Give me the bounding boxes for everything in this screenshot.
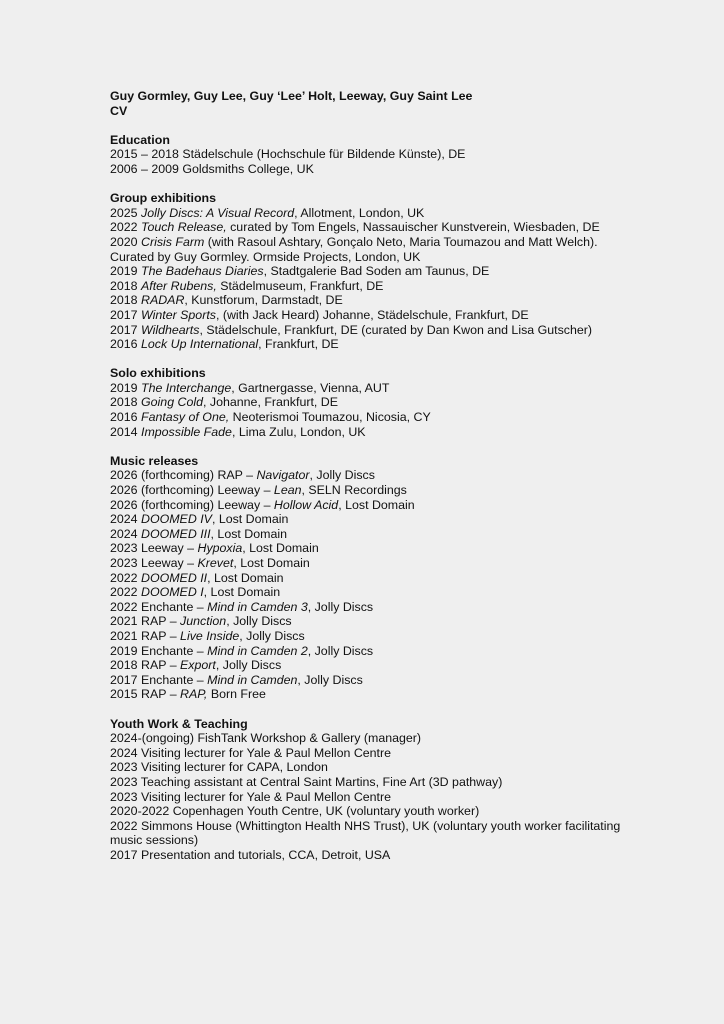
- entry-title: Mind in Camden: [207, 672, 298, 687]
- entry-text: 2019: [110, 264, 142, 279]
- entry-title: DOOMED I: [141, 585, 204, 600]
- entry-title: The Interchange: [141, 380, 232, 395]
- entry-text: , Kunstforum, Darmstadt, DE: [184, 293, 343, 308]
- entry-title: Lean: [273, 483, 302, 498]
- entry-text: 2006 – 2009 Goldsmiths College, UK: [110, 161, 314, 176]
- entry-text: 2022: [110, 220, 142, 235]
- entry-title: Jolly Discs: A Visual Record: [141, 205, 295, 220]
- entry-text: , Jolly Discs: [239, 628, 305, 643]
- entry-text: 2024 Visiting lecturer for Yale & Paul Mellon Centre: [110, 745, 392, 760]
- entry-text: 2022 Simmons House (Whittington Health NHS Trust), UK (voluntary youth worker facilitating music sessions): [110, 818, 621, 848]
- entry-text: , Lost Domain: [211, 512, 289, 527]
- entry-text: 2022 Enchante –: [110, 599, 208, 614]
- cv-entry: [110, 585, 630, 600]
- entry-text: , Jolly Discs: [309, 468, 375, 483]
- cv-entry: [110, 658, 630, 673]
- entry-text: 2026 (forthcoming) Leeway –: [110, 483, 274, 498]
- entry-text: 2026 (forthcoming) Leeway –: [110, 497, 274, 512]
- entry-text: 2026 (forthcoming) RAP –: [110, 468, 257, 483]
- entry-text: Städelmuseum, Frankfurt, DE: [216, 278, 384, 293]
- entry-title: Hollow Acid: [273, 497, 339, 512]
- entry-text: , Lost Domain: [338, 497, 415, 512]
- cv-section: [110, 717, 630, 863]
- entry-text: , Jolly Discs: [297, 672, 363, 687]
- entry-text: , Städelschule, Frankfurt, DE (curated by Dan Kwon and Lisa Gutscher): [199, 322, 592, 337]
- cv-entry: [110, 308, 630, 323]
- entry-text: , Lost Domain: [203, 585, 281, 600]
- entry-text: 2023 Teaching assistant at Central Saint Martins, Fine Art (3D pathway): [110, 774, 503, 789]
- section-title: Education: [110, 132, 170, 147]
- cv-entry: [110, 483, 630, 498]
- entry-text: , Johanne, Frankfurt, DE: [203, 395, 338, 410]
- entry-text: 2022: [110, 585, 142, 600]
- entry-text: Neoterismoi Toumazou, Nicosia, CY: [229, 410, 431, 425]
- entry-text: , Lost Domain: [207, 570, 284, 585]
- entry-text: , Jolly Discs: [307, 643, 374, 658]
- entry-text: 2017: [110, 307, 142, 322]
- cv-entry: [110, 556, 630, 571]
- entry-text: (with Rasoul Ashtary, Gonçalo Neto, Maria Toumazou and Matt Welch).: [204, 234, 598, 249]
- entry-text: 2016: [110, 337, 142, 352]
- entry-text: 2017 Enchante –: [110, 672, 208, 687]
- cv-entry: [110, 512, 630, 527]
- entry-text: 2020: [110, 234, 142, 249]
- entry-text: , Stadtgalerie Bad Soden am Taunus, DE: [263, 264, 490, 279]
- cv-entry: [110, 395, 630, 410]
- entry-title: DOOMED III: [141, 526, 211, 541]
- entry-text: , (with Jack Heard) Johanne, Städelschule, Frankfurt, DE: [215, 307, 529, 322]
- entry-title: Hypoxia: [197, 541, 243, 556]
- cv-entry: [110, 775, 630, 790]
- entry-title: Lock Up International: [141, 337, 259, 352]
- entry-text: Curated by Guy Gormley. Ormside Projects, London, UK: [110, 249, 421, 264]
- cv-entry: [110, 410, 630, 425]
- entry-title: DOOMED II: [141, 570, 208, 585]
- entry-text: , SELN Recordings: [301, 483, 407, 498]
- cv-entry: [110, 235, 630, 250]
- entry-title: Navigator: [256, 468, 310, 483]
- entry-title: Going Cold: [141, 395, 204, 410]
- entry-text: 2014: [110, 424, 142, 439]
- cv-entry: [110, 804, 630, 819]
- entry-text: 2017 Presentation and tutorials, CCA, Detroit, USA: [110, 847, 391, 862]
- entry-text: 2022: [110, 570, 142, 585]
- entry-text: 2019: [110, 380, 142, 395]
- entry-title: Impossible Fade: [141, 424, 232, 439]
- cv-entry: [110, 746, 630, 761]
- cv-entry: [110, 220, 630, 235]
- cv-entry: [110, 790, 630, 805]
- entry-text: 2018 RAP –: [110, 658, 181, 673]
- entry-text: , Jolly Discs: [226, 614, 292, 629]
- entry-title: Junction: [180, 614, 227, 629]
- entry-text: 2018: [110, 278, 142, 293]
- cv-entry: [110, 819, 630, 848]
- entry-text: 2020-2022 Copenhagen Youth Centre, UK (voluntary youth worker): [110, 804, 480, 819]
- entry-text: , Lost Domain: [233, 556, 310, 570]
- entry-text: 2021 RAP –: [110, 628, 181, 643]
- entry-text: 2023 Visiting lecturer for CAPA, London: [110, 760, 328, 775]
- cv-entry: [110, 279, 630, 294]
- cv-entry: [110, 425, 630, 440]
- cv-entry: [110, 614, 630, 629]
- cv-entry: [110, 600, 630, 615]
- cv-entry: [110, 527, 630, 542]
- entry-text: 2024: [110, 526, 142, 541]
- section-title: Music releases: [110, 453, 199, 468]
- entry-text: , Jolly Discs: [307, 599, 374, 614]
- entry-text: 2023 Visiting lecturer for Yale & Paul Mellon Centre: [110, 789, 392, 804]
- cv-entry: [110, 644, 630, 659]
- entry-title: Touch Release,: [141, 220, 227, 235]
- entry-text: curated by Tom Engels, Nassauischer Kunstverein, Wiesbaden, DE: [226, 220, 600, 235]
- cv-entry: [110, 629, 630, 644]
- entry-title: RADAR: [141, 293, 185, 308]
- entry-text: 2023 Leeway –: [110, 556, 198, 570]
- cv-sections: [110, 133, 630, 863]
- entry-text: 2018: [110, 395, 142, 410]
- entry-text: 2025: [110, 205, 142, 220]
- cv-entry: [110, 147, 630, 162]
- cv-entry: [110, 498, 630, 513]
- cv-entry: [110, 206, 630, 221]
- entry-text: 2015 – 2018 Städelschule (Hochschule für Bildende Künste), DE: [110, 147, 466, 162]
- entry-text: 2015 RAP –: [110, 687, 181, 702]
- entry-title: Wildhearts: [141, 322, 200, 337]
- entry-text: 2023 Leeway –: [110, 541, 198, 556]
- cv-entry: [110, 848, 630, 863]
- entry-text: , Lima Zulu, London, UK: [231, 424, 366, 439]
- entry-title: Live Inside: [180, 628, 240, 643]
- entry-text: , Lost Domain: [242, 541, 319, 556]
- entry-title: Mind in Camden 3: [207, 599, 308, 614]
- section-title: Youth Work & Teaching: [110, 716, 248, 731]
- entry-text: , Frankfurt, DE: [258, 337, 339, 352]
- cv-section: [110, 454, 630, 702]
- cv-entry: [110, 381, 630, 396]
- entry-text: , Gartnergasse, Vienna, AUT: [231, 380, 390, 395]
- cv-entry: [110, 731, 630, 746]
- cv-entry: [110, 162, 630, 177]
- entry-text: 2024-(ongoing) FishTank Workshop & Gallery (manager): [110, 731, 422, 746]
- cv-section: [110, 191, 630, 352]
- entry-title: Fantasy of One,: [141, 410, 230, 425]
- entry-text: 2018: [110, 293, 142, 308]
- cv-entry: [110, 468, 630, 483]
- cv-document: [110, 89, 630, 862]
- entry-title: Winter Sports: [141, 307, 216, 322]
- entry-text: 2021 RAP –: [110, 614, 181, 629]
- entry-title: Krevet: [197, 556, 234, 570]
- cv-entry: [110, 264, 630, 279]
- entry-text: 2017: [110, 322, 142, 337]
- cv-entry: [110, 293, 630, 308]
- cv-entry: [110, 760, 630, 775]
- entry-title: DOOMED IV: [141, 512, 212, 527]
- entry-text: , Lost Domain: [210, 526, 287, 541]
- entry-title: The Badehaus Diaries: [141, 264, 264, 279]
- entry-text: , Allotment, London, UK: [294, 205, 425, 220]
- entry-title: RAP,: [180, 687, 208, 702]
- cv-section: [110, 366, 630, 439]
- entry-title: Crisis Farm: [141, 234, 205, 249]
- cv-entry: [110, 250, 630, 265]
- cv-entry: [110, 337, 630, 352]
- entry-text: Born Free: [207, 687, 266, 702]
- entry-title: Export: [180, 658, 216, 673]
- entry-text: , Jolly Discs: [215, 658, 282, 673]
- cv-entry: [110, 673, 630, 688]
- cv-entry: [110, 571, 630, 586]
- cv-label: CV: [110, 103, 128, 118]
- cv-entry: [110, 687, 630, 702]
- entry-text: 2019 Enchante –: [110, 643, 208, 658]
- entry-title: After Rubens,: [141, 278, 217, 293]
- section-title: Group exhibitions: [110, 191, 217, 206]
- entry-text: 2016: [110, 410, 142, 425]
- cv-names: Guy Gormley, Guy Lee, Guy ‘Lee’ Holt, Leeway, Guy Saint Lee: [110, 89, 473, 103]
- cv-entry: [110, 323, 630, 338]
- cv-section: [110, 133, 630, 177]
- entry-title: Mind in Camden 2: [207, 643, 308, 658]
- cv-entry: [110, 541, 630, 556]
- section-title: Solo exhibitions: [110, 366, 206, 381]
- entry-text: 2024: [110, 512, 142, 527]
